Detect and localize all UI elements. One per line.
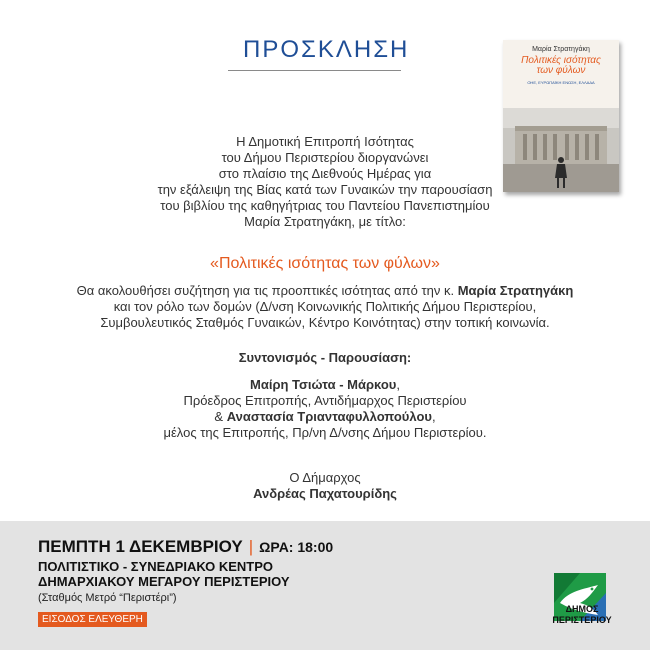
municipality-name: [520, 604, 644, 626]
moderator-1-comma: ,: [396, 377, 400, 392]
venue-line-2: ΔΗΜΑΡΧΙΑΚΟΥ ΜΕΓΑΡΟΥ ΠΕΡΙΣΤΕΡΙΟΥ: [38, 574, 290, 589]
moderator-1: [20, 377, 630, 393]
moderator-2-role: μέλος της Επιτροπής, Πρ/νη Δ/νσης Δήμου Περιστερίου.: [163, 425, 487, 440]
moderator-2: [20, 409, 630, 425]
moderator-1-name: Μαίρη Τσιώτα - Μάρκου: [250, 377, 397, 392]
book-title-highlight: «Πολιτικές ισότητας των φύλων»: [210, 255, 440, 272]
discussion-line: και τον ρόλο των δομών (Δ/νση Κοινωνικής Πολιτικής Δήμου Περιστερίου,: [113, 299, 537, 314]
intro-line: Η Δημοτική Επιτροπή Ισότητας: [236, 134, 414, 149]
moderator-1-role: Πρόεδρος Επιτροπής, Αντιδήμαρχος Περιστερίου: [183, 393, 467, 408]
book-cover-title: [503, 56, 619, 76]
intro-line: την εξάλειψη της Βίας κατά των Γυναικών την παρουσίαση: [157, 182, 493, 197]
speaker-name: Μαρία Στρατηγάκη: [457, 283, 574, 298]
municipality-dove-logo-icon: [540, 553, 624, 643]
event-venue: [38, 559, 290, 589]
discussion-text: [20, 283, 630, 331]
book-subtitle: ΟΗΕ, ΕΥΡΩΠΑΪΚΗ ΕΝΩΣΗ, ΕΛΛΑΔΑ: [527, 80, 595, 85]
moderator-2-comma: ,: [431, 409, 436, 424]
book-cover-title-line2: των φύλων: [536, 65, 586, 76]
metro-station: (Σταθμός Μετρό “Περιστέρι”): [38, 592, 177, 604]
date-time-separator: |: [248, 537, 254, 556]
mayor-label: Ο Δήμαρχος: [289, 470, 361, 485]
intro-line: στο πλαίσιο της Διεθνούς Ημέρας για: [218, 166, 432, 181]
mayor-name: Ανδρέας Παχατουρίδης: [253, 486, 397, 501]
discussion-line: Συμβουλευτικός Σταθμός Γυναικών, Κέντρο Κοινότητας) στην τοπική κοινωνία.: [100, 315, 550, 330]
ampersand: &: [214, 409, 227, 424]
intro-line: του βιβλίου της καθηγήτριας του Παντείου Πανεπιστημίου: [160, 198, 490, 213]
title-divider: [228, 70, 401, 71]
municipality-name-line1: ΔΗΜΟΣ: [565, 604, 599, 614]
event-date-time: [38, 537, 333, 557]
discussion-text-pre: Θα ακολουθήσει συζήτηση για τις προοπτικές ισότητας από την κ.: [76, 283, 455, 298]
book-author: Μαρία Στρατηγάκη: [532, 46, 590, 53]
venue-line-1: ΠΟΛΙΤΙΣΤΙΚΟ - ΣΥΝΕΔΡΙΑΚΟ ΚΕΝΤΡΟ: [38, 559, 274, 574]
intro-line: του Δήμου Περιστερίου διοργανώνει: [221, 150, 429, 165]
event-time: ΩΡΑ: 18:00: [259, 539, 334, 555]
mayor-signature: [20, 470, 630, 502]
discussion-line: [20, 283, 630, 299]
intro-text: [20, 134, 630, 230]
intro-line: Μαρία Στρατηγάκη, με τίτλο:: [244, 214, 406, 229]
book-cover-title-line1: Πολιτικές ισότητας: [521, 55, 601, 66]
free-entry-badge: ΕΙΣΟΔΟΣ ΕΛΕΥΘΕΡΗ: [38, 612, 147, 627]
invitation-title: ΠΡΟΣΚΛΗΣΗ: [243, 36, 410, 63]
moderator-2-name: Αναστασία Τριανταφυλλοπούλου: [226, 409, 432, 424]
event-date: ΠΕΜΠΤΗ 1 ΔΕΚΕΜΒΡΙΟΥ: [38, 537, 243, 556]
municipality-name-line2: ΠΕΡΙΣΤΕΡΙΟΥ: [552, 615, 612, 625]
coordination-label: Συντονισμός - Παρουσίαση:: [238, 350, 412, 365]
moderators: [20, 377, 630, 441]
